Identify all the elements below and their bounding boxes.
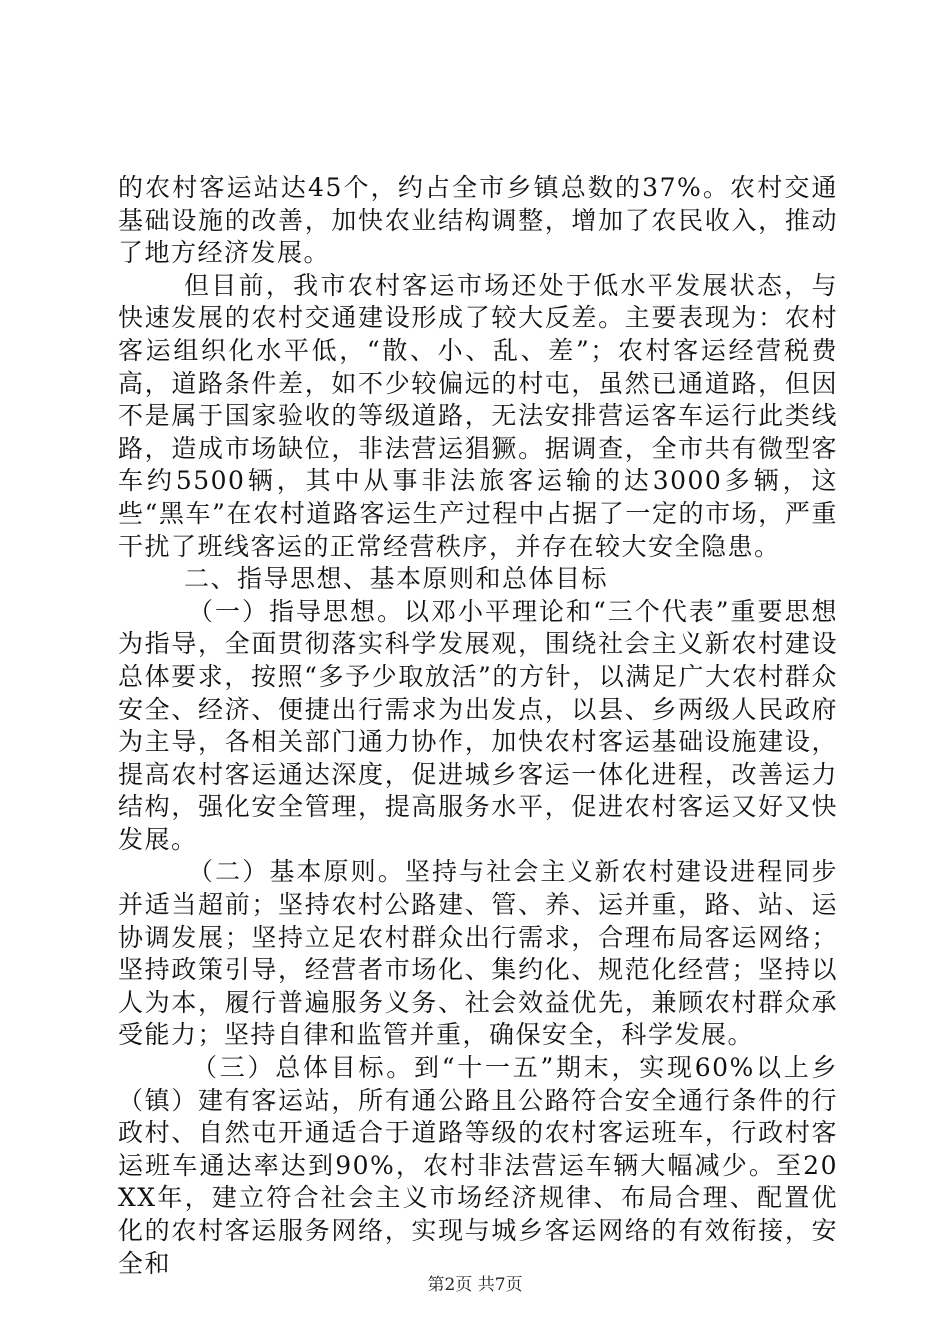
paragraph-current-situation: 但目前，我市农村客运市场还处于低水平发展状态，与快速发展的农村交通建设形成了较大反差。主要表现为：农村客运组织化水平低，“散、小、乱、差”；农村客运经营税费高，道路条件差，如不少较偏远的村屯，虽然已通道路，但因不是属于国家验收的等级道路，无法安排营运客车运行此类线路，造成市场缺位，非法营运猖獗。据调查，全市共有微型客车约5500辆，其中从事非法旅客运输的达3000多辆，这些“黑车”在农村道路客运生产过程中占据了一定的市场，严重干扰了班线客运的正常经营秩序，并存在较大安全隐患。 [118, 270, 838, 561]
paragraph-basic-principles: （二）基本原则。坚持与社会主义新农村建设进程同步并适当超前；坚持农村公路建、管、养、运并重，路、站、运协调发展；坚持立足农村群众出行需求，合理布局客运网络；坚持政策引导，经营者市场化、集约化、规范化经营；坚持以人为本，履行普遍服务义务、社会效益优先，兼顾农村群众承受能力；坚持自律和监管并重，确保安全，科学发展。 [118, 857, 838, 1050]
paragraph-guiding-thought: （一）指导思想。以邓小平理论和“三个代表”重要思想为指导，全面贯彻落实科学发展观，围绕社会主义新农村建设总体要求，按照“多予少取放活”的方针，以满足广大农村群众安全、经济、便捷出行需求为出发点，以县、乡两级人民政府为主导，各相关部门通力协作，加快农村客运基础设施建设，提高农村客运通达深度，促进城乡客运一体化进程，改善运力结构，强化安全管理，提高服务水平，促进农村客运又好又快发展。 [118, 596, 838, 854]
document-body [118, 172, 838, 1280]
paragraph-continuation: 的农村客运站达45个，约占全市乡镇总数的37%。农村交通基础设施的改善，加快农业结构调整，增加了农民收入，推动了地方经济发展。 [118, 173, 838, 268]
paragraph-overall-goal: （三）总体目标。到“十一五”期末，实现60%以上乡（镇）建有客运站，所有通公路且公路符合安全通行条件的行政村、自然屯开通适合于道路等级的农村客运班车，行政村客运班车通达率达到90%，农村非法营运车辆大幅减少。至20XX年，建立符合社会主义市场经济规律、布局合理、配置优化的农村客运服务网络，实现与城乡客运网络的有效衔接，安全和 [118, 1053, 838, 1278]
page-number: 第2页 共7页 [427, 1275, 523, 1295]
section-heading: 二、指导思想、基本原则和总体目标 [184, 564, 609, 594]
